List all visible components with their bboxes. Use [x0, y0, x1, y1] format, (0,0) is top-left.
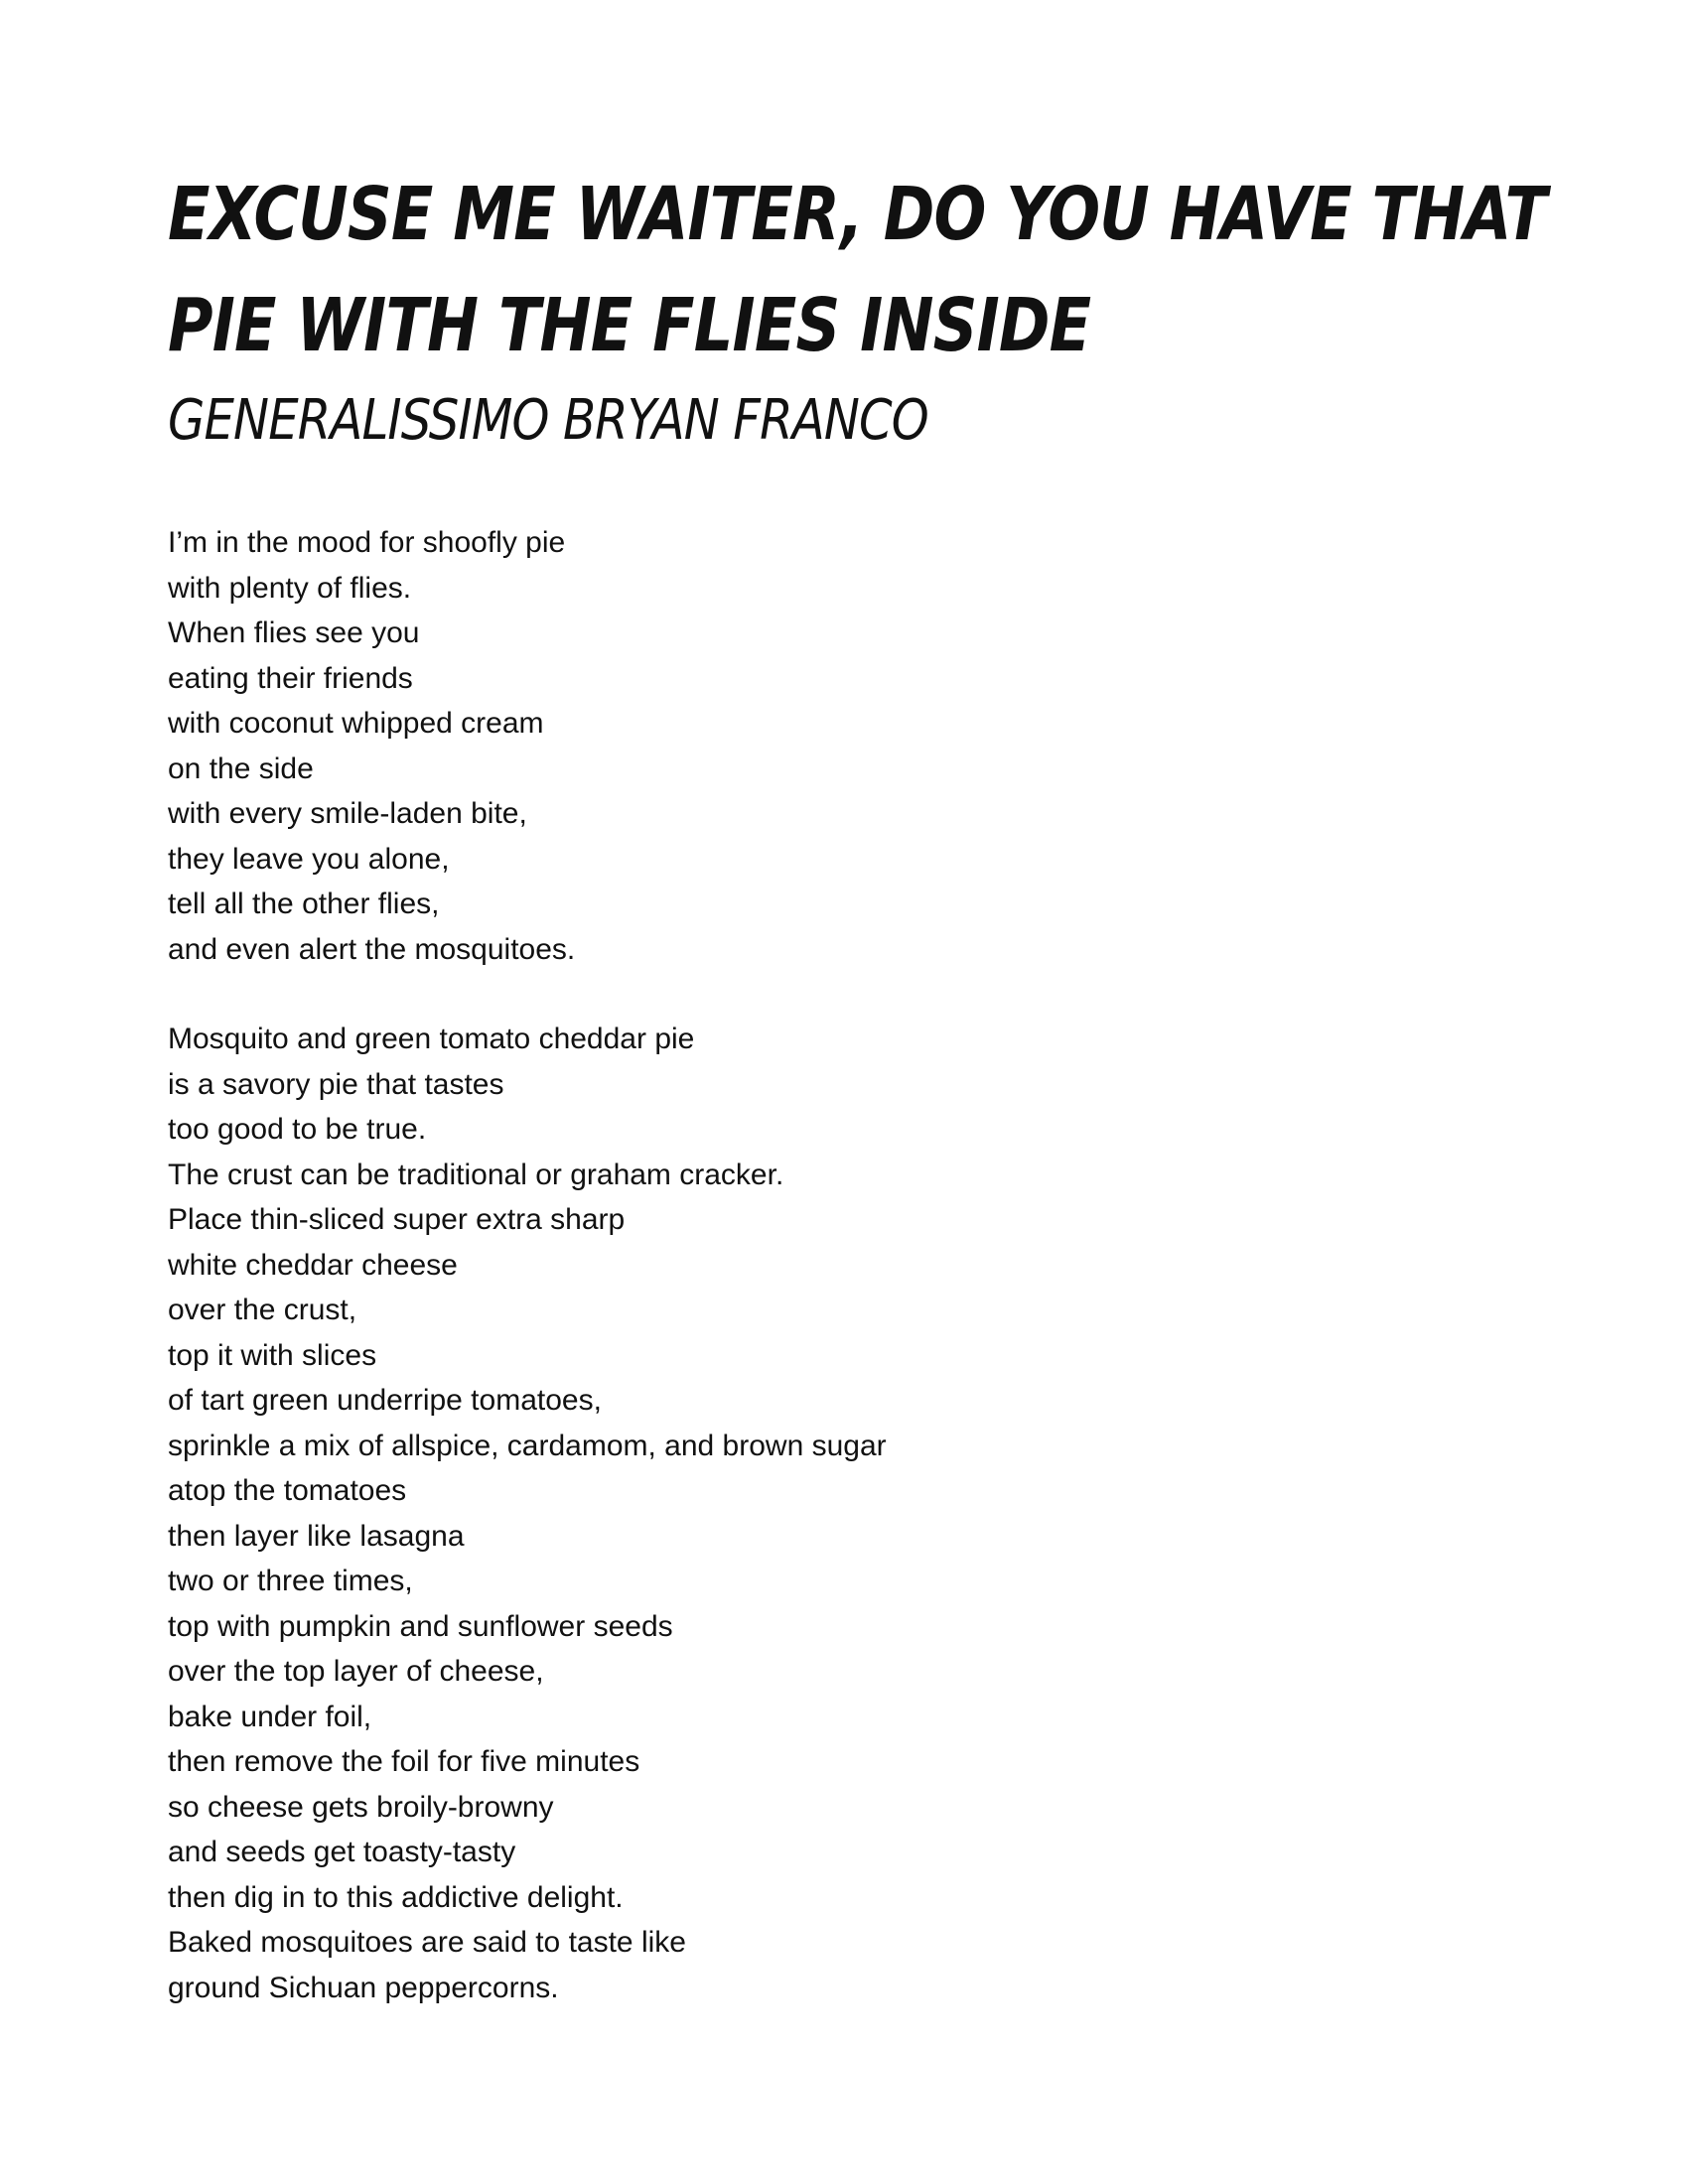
poem-line: they leave you alone,: [168, 842, 450, 876]
poem-line: white cheddar cheese: [168, 1248, 458, 1282]
poem-line: top with pumpkin and sunflower seeds: [168, 1609, 673, 1643]
poem-line: too good to be true.: [168, 1113, 427, 1146]
poem-line: and even alert the mosquitoes.: [168, 932, 576, 966]
poem-body: [168, 520, 1558, 2010]
poem-line: then dig in to this addictive delight.: [168, 1880, 624, 1914]
title-line: PIE WITH THE FLIES INSIDE: [168, 283, 1091, 368]
poem-line: with coconut whipped cream: [168, 707, 544, 740]
poem-line: ground Sichuan peppercorns.: [168, 1971, 559, 2004]
poem-line: Baked mosquitoes are said to taste like: [168, 1926, 686, 1959]
poem-line: with every smile-laden bite,: [168, 797, 527, 830]
poem-line: with plenty of flies.: [168, 571, 412, 605]
poem-line: is a savory pie that tastes: [168, 1067, 504, 1101]
poem-line: then layer like lasagna: [168, 1519, 465, 1553]
title-line: EXCUSE ME WAITER, DO YOU HAVE THAT: [168, 172, 1547, 257]
poem-line: two or three times,: [168, 1565, 413, 1597]
poem-line: so cheese gets broily-browny: [168, 1790, 554, 1824]
poem-line: then remove the foil for five minutes: [168, 1745, 640, 1778]
poem-line: atop the tomatoes: [168, 1474, 407, 1507]
poem-line: over the top layer of cheese,: [168, 1655, 544, 1688]
document-page: [168, 159, 1558, 2055]
poem-line: The crust can be traditional or graham cracker.: [168, 1158, 784, 1191]
poem-line: over the crust,: [168, 1294, 357, 1326]
poem-title: [168, 159, 1547, 381]
poem-line: Place thin-sliced super extra sharp: [168, 1203, 626, 1236]
poem-author: GENERALISSIMO BRYAN FRANCO: [168, 388, 928, 453]
stanza-2: [168, 1017, 1558, 2010]
poem-line: top it with slices: [168, 1338, 377, 1372]
poem-line: tell all the other flies,: [168, 887, 440, 920]
poem-line: bake under foil,: [168, 1700, 372, 1733]
poem-line: and seeds get toasty-tasty: [168, 1836, 516, 1868]
poem-line: Mosquito and green tomato cheddar pie: [168, 1023, 695, 1055]
poem-line: I’m in the mood for shoofly pie: [168, 526, 566, 559]
poem-line: of tart green underripe tomatoes,: [168, 1384, 602, 1417]
poem-line: on the side: [168, 751, 314, 785]
poem-line: When flies see you: [168, 616, 420, 649]
poem-line: sprinkle a mix of allspice, cardamom, and brown sugar: [168, 1429, 887, 1462]
stanza-1: [168, 520, 1558, 972]
poem-line: eating their friends: [168, 661, 413, 695]
